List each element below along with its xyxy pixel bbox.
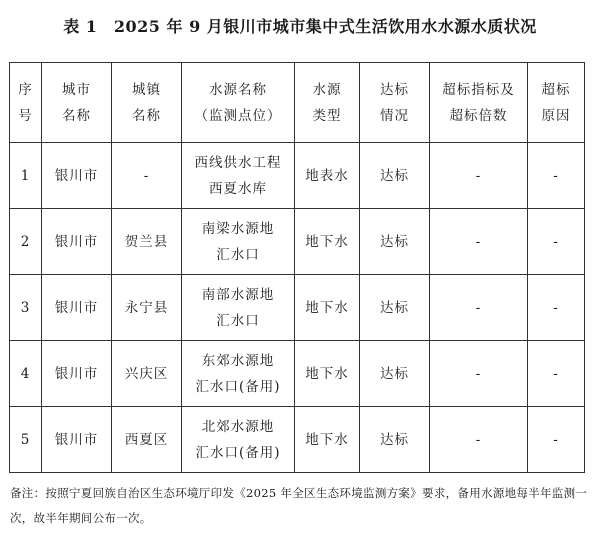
cell-source-name: 南梁水源地 汇水口 <box>182 209 295 275</box>
table-header-row <box>10 63 585 143</box>
cell-compliance: 达标 <box>360 275 430 341</box>
cell-town: 兴庆区 <box>112 341 182 407</box>
cell-source-type: 地表水 <box>295 143 360 209</box>
cell-exceed-reason: - <box>528 275 585 341</box>
cell-index: 4 <box>10 341 42 407</box>
footnote: 备注：按照宁夏回族自治区生态环境厅印发《2025 年全区生态环境监测方案》要求，备用水源地每半年监测一次，故半年期间公布一次。 <box>10 486 588 525</box>
cell-exceed-indicator: - <box>430 407 528 473</box>
water-quality-table <box>9 62 585 473</box>
cell-exceed-indicator: - <box>430 275 528 341</box>
cell-index: 3 <box>10 275 42 341</box>
cell-source-name: 南部水源地 汇水口 <box>182 275 295 341</box>
cell-index: 5 <box>10 407 42 473</box>
table-row <box>10 209 585 275</box>
table-row <box>10 407 585 473</box>
cell-source-type: 地下水 <box>295 407 360 473</box>
cell-exceed-reason: - <box>528 341 585 407</box>
cell-source-type: 地下水 <box>295 341 360 407</box>
header-town: 城镇 名称 <box>112 63 182 143</box>
header-source-name: 水源名称 （监测点位） <box>182 63 295 143</box>
cell-exceed-indicator: - <box>430 209 528 275</box>
table-row <box>10 275 585 341</box>
cell-city: 银川市 <box>42 143 112 209</box>
table-row <box>10 143 585 209</box>
cell-town: 西夏区 <box>112 407 182 473</box>
header-city: 城市 名称 <box>42 63 112 143</box>
header-source-type: 水源 类型 <box>295 63 360 143</box>
table-row <box>10 341 585 407</box>
cell-source-name: 西线供水工程 西夏水库 <box>182 143 295 209</box>
cell-source-name: 北郊水源地 汇水口(备用) <box>182 407 295 473</box>
cell-compliance: 达标 <box>360 341 430 407</box>
cell-city: 银川市 <box>42 407 112 473</box>
cell-source-name: 东郊水源地 汇水口(备用) <box>182 341 295 407</box>
cell-source-type: 地下水 <box>295 275 360 341</box>
table-title: 表 1 2025 年 9 月银川市城市集中式生活饮用水水源水质状况 <box>63 17 537 36</box>
cell-exceed-reason: - <box>528 143 585 209</box>
cell-city: 银川市 <box>42 209 112 275</box>
cell-exceed-reason: - <box>528 209 585 275</box>
cell-town: 贺兰县 <box>112 209 182 275</box>
cell-city: 银川市 <box>42 275 112 341</box>
cell-compliance: 达标 <box>360 209 430 275</box>
header-exceed-reason: 超标 原因 <box>528 63 585 143</box>
header-index: 序 号 <box>10 63 42 143</box>
cell-city: 银川市 <box>42 341 112 407</box>
cell-index: 2 <box>10 209 42 275</box>
cell-exceed-indicator: - <box>430 143 528 209</box>
cell-town: - <box>112 143 182 209</box>
cell-compliance: 达标 <box>360 143 430 209</box>
header-compliance: 达标 情况 <box>360 63 430 143</box>
header-exceed-indicator: 超标指标及 超标倍数 <box>430 63 528 143</box>
cell-town: 永宁县 <box>112 275 182 341</box>
cell-index: 1 <box>10 143 42 209</box>
cell-exceed-indicator: - <box>430 341 528 407</box>
cell-compliance: 达标 <box>360 407 430 473</box>
cell-exceed-reason: - <box>528 407 585 473</box>
cell-source-type: 地下水 <box>295 209 360 275</box>
